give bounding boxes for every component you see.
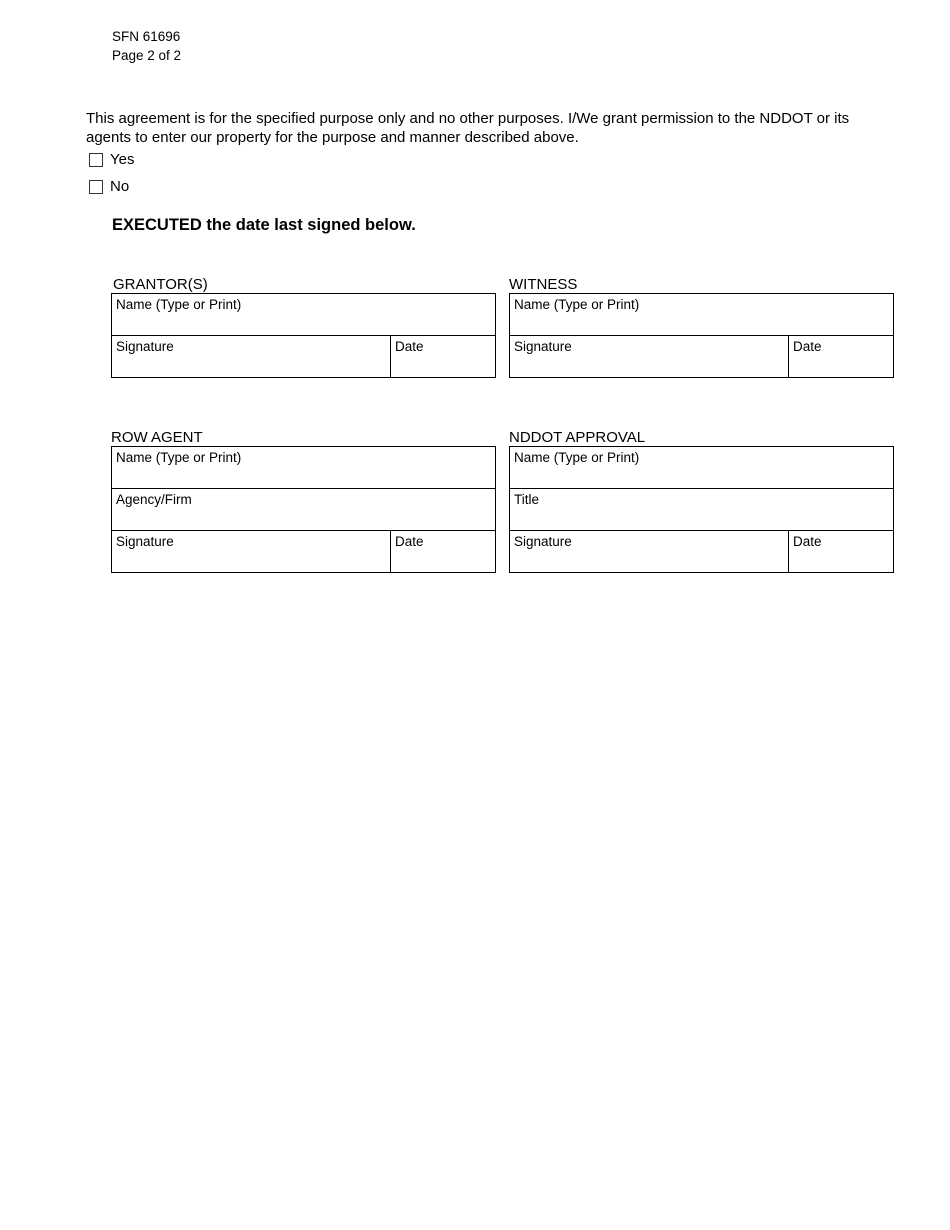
row-agent-agency-field[interactable]: [116, 509, 491, 527]
row-agent-signature-cell: [112, 531, 391, 572]
witness-signature-row: [510, 335, 893, 377]
grantor-name-label: Name (Type or Print): [116, 297, 242, 312]
witness-signature-label: Signature: [514, 339, 572, 354]
yes-option[interactable]: [88, 151, 134, 168]
witness-signature-field[interactable]: [514, 356, 784, 374]
row-agent-date-label: Date: [395, 534, 424, 549]
nddot-title-row: [510, 488, 893, 530]
grantor-date-cell: [391, 336, 495, 377]
nddot-name-row: [510, 447, 893, 488]
nddot-signature-row: [510, 530, 893, 572]
nddot-date-label: Date: [793, 534, 822, 549]
row-agent-agency-row: [112, 488, 495, 530]
nddot-approval-block: [509, 429, 894, 573]
grantor-signature-field[interactable]: [116, 356, 386, 374]
row-agent-agency-cell: [112, 489, 495, 530]
nddot-signature-cell: [510, 531, 789, 572]
form-header: [112, 27, 181, 65]
yes-label: Yes: [110, 151, 135, 168]
no-option[interactable]: [88, 178, 129, 195]
grantor-signature-row: [112, 335, 495, 377]
row-agent-title: ROW AGENT: [111, 429, 203, 446]
no-checkbox[interactable]: [89, 180, 103, 194]
witness-table: [509, 293, 894, 378]
row-agent-name-row: [112, 447, 495, 488]
row-agent-name-cell: [112, 447, 495, 488]
nddot-title-cell: [510, 489, 893, 530]
row-agent-table: [111, 446, 496, 573]
witness-name-label: Name (Type or Print): [514, 297, 640, 312]
nddot-approval-title: NDDOT APPROVAL: [509, 429, 646, 446]
row-agent-signature-field[interactable]: [116, 551, 386, 569]
grantor-date-field[interactable]: [395, 356, 491, 374]
page-number: Page 2 of 2: [112, 48, 182, 63]
witness-title: WITNESS: [509, 276, 578, 293]
witness-date-field[interactable]: [793, 356, 889, 374]
nddot-date-cell: [789, 531, 893, 572]
witness-signature-cell: [510, 336, 789, 377]
agreement-text: This agreement is for the specified purpose only and no other purposes. I/We grant permission to the NDDOT or its agents to enter our property for the purpose and manner described above.: [86, 110, 850, 146]
witness-name-cell: [510, 294, 893, 335]
grantor-name-row: [112, 294, 495, 335]
grantor-date-label: Date: [395, 339, 424, 354]
nddot-approval-table: [509, 446, 894, 573]
grantor-name-cell: [112, 294, 495, 335]
nddot-name-label: Name (Type or Print): [514, 450, 640, 465]
grantor-block: [111, 276, 496, 378]
witness-name-row: [510, 294, 893, 335]
row-agent-date-cell: [391, 531, 495, 572]
row-agent-name-field[interactable]: [116, 467, 491, 485]
nddot-signature-field[interactable]: [514, 551, 784, 569]
nddot-title-label: Title: [514, 492, 540, 507]
nddot-name-cell: [510, 447, 893, 488]
row-agent-agency-label: Agency/Firm: [116, 492, 192, 507]
witness-block: [509, 276, 894, 378]
row-agent-signature-row: [112, 530, 495, 572]
row-agent-name-label: Name (Type or Print): [116, 450, 242, 465]
grantor-name-field[interactable]: [116, 314, 491, 332]
no-label: No: [110, 178, 130, 195]
grantor-table: [111, 293, 496, 378]
yes-checkbox[interactable]: [89, 153, 103, 167]
witness-date-label: Date: [793, 339, 822, 354]
grantor-signature-cell: [112, 336, 391, 377]
witness-name-field[interactable]: [514, 314, 889, 332]
row-agent-signature-label: Signature: [116, 534, 174, 549]
form-number: SFN 61696: [112, 29, 181, 44]
nddot-name-field[interactable]: [514, 467, 889, 485]
grantor-title: GRANTOR(S): [113, 276, 208, 293]
executed-statement: EXECUTED the date last signed below.: [112, 216, 416, 234]
witness-date-cell: [789, 336, 893, 377]
nddot-signature-label: Signature: [514, 534, 572, 549]
row-agent-date-field[interactable]: [395, 551, 491, 569]
row-agent-block: [111, 429, 496, 573]
nddot-date-field[interactable]: [793, 551, 889, 569]
grantor-signature-label: Signature: [116, 339, 174, 354]
nddot-title-field[interactable]: [514, 509, 889, 527]
